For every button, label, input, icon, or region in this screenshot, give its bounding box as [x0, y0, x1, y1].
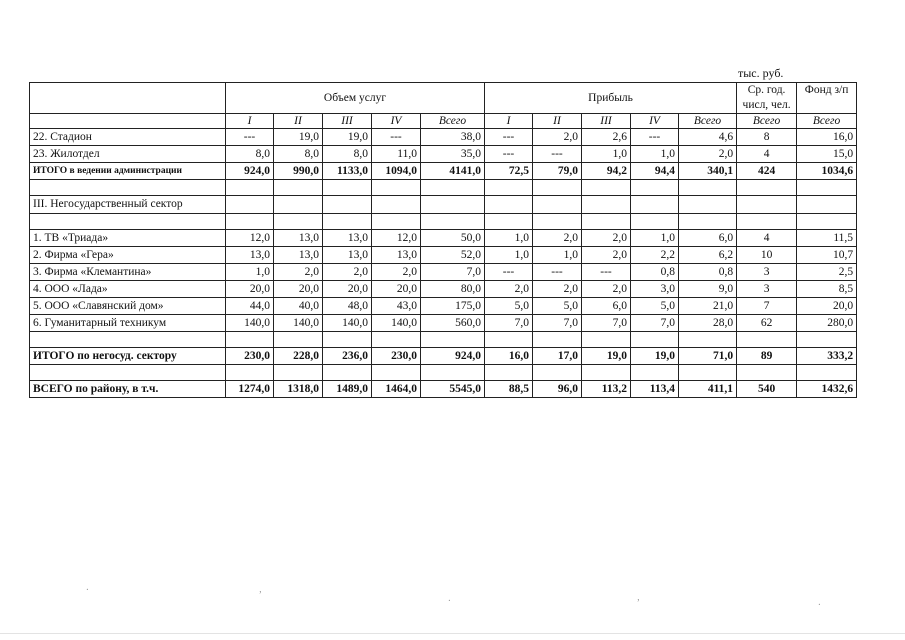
value-cell: 1464,0	[372, 381, 421, 398]
value-cell: 411,1	[679, 381, 737, 398]
row-label: 3. Фирма «Клемантина»	[30, 264, 226, 281]
value-cell: 10,7	[797, 247, 857, 264]
value-cell: 12,0	[372, 230, 421, 247]
value-cell: 6,0	[679, 230, 737, 247]
value-cell: 140,0	[372, 315, 421, 332]
scan-artifact: ʼ	[258, 590, 262, 601]
avg-staff-header: Ср. год. числ, чел.	[737, 83, 797, 114]
value-cell: 7,0	[631, 315, 679, 332]
value-cell: 5,0	[631, 298, 679, 315]
value-cell: 1,0	[226, 264, 274, 281]
profit-header: Прибыль	[485, 83, 737, 114]
value-cell: 16,0	[485, 348, 533, 365]
value-cell: 71,0	[679, 348, 737, 365]
value-cell: 50,0	[421, 230, 485, 247]
total-nongov-row	[30, 348, 857, 365]
value-cell: 79,0	[533, 163, 582, 180]
value-cell: 19,0	[323, 129, 372, 146]
value-cell: 96,0	[533, 381, 582, 398]
value-cell: 19,0	[582, 348, 631, 365]
value-cell: 230,0	[226, 348, 274, 365]
value-cell: 1318,0	[274, 381, 323, 398]
value-cell: 11,0	[372, 146, 421, 163]
value-cell: 560,0	[421, 315, 485, 332]
unit-label: тыс. руб.	[738, 66, 784, 80]
table-row	[30, 298, 857, 315]
value-cell: 20,0	[226, 281, 274, 298]
spacer-row	[30, 214, 857, 230]
value-cell: ---	[485, 129, 533, 146]
value-cell: 6,0	[582, 298, 631, 315]
spacer-row	[30, 180, 857, 196]
subheader-cell: II	[274, 114, 323, 129]
value-cell: 140,0	[274, 315, 323, 332]
empty-header-cell	[30, 83, 226, 114]
table-row	[30, 315, 857, 332]
spacer-row	[30, 365, 857, 381]
total-admin-row	[30, 163, 857, 180]
value-cell: 20,0	[797, 298, 857, 315]
value-cell: 2,0	[533, 129, 582, 146]
value-cell: 20,0	[323, 281, 372, 298]
value-cell: ---	[582, 264, 631, 281]
value-cell: 8,0	[226, 146, 274, 163]
subheader-cell: III	[323, 114, 372, 129]
value-cell: 19,0	[274, 129, 323, 146]
table-row	[30, 247, 857, 264]
row-label: 2. Фирма «Гера»	[30, 247, 226, 264]
section-row	[30, 196, 857, 214]
subheader-cell: III	[582, 114, 631, 129]
value-cell: 5,0	[533, 298, 582, 315]
row-label: 1. ТВ «Триада»	[30, 230, 226, 247]
value-cell: 3	[737, 281, 797, 298]
value-cell: 2,6	[582, 129, 631, 146]
spacer-row	[30, 332, 857, 348]
value-cell: 140,0	[226, 315, 274, 332]
section-title: III. Негосударственный сектор	[30, 196, 226, 214]
value-cell: 19,0	[631, 348, 679, 365]
value-cell: 12,0	[226, 230, 274, 247]
value-cell: 1,0	[582, 146, 631, 163]
value-cell: 424	[737, 163, 797, 180]
value-cell: 35,0	[421, 146, 485, 163]
value-cell: 5545,0	[421, 381, 485, 398]
scan-artifact: ·	[448, 596, 451, 607]
value-cell: 13,0	[372, 247, 421, 264]
value-cell: 8,0	[323, 146, 372, 163]
value-cell: 113,4	[631, 381, 679, 398]
value-cell: 7,0	[421, 264, 485, 281]
value-cell: 1133,0	[323, 163, 372, 180]
report-table	[29, 82, 857, 398]
scan-artifact: ·	[818, 600, 821, 611]
value-cell: ---	[533, 146, 582, 163]
value-cell: 62	[737, 315, 797, 332]
value-cell: 88,5	[485, 381, 533, 398]
value-cell: 924,0	[226, 163, 274, 180]
value-cell: 333,2	[797, 348, 857, 365]
value-cell: 80,0	[421, 281, 485, 298]
value-cell: 13,0	[323, 230, 372, 247]
subheader-cell: Всего	[797, 114, 857, 129]
value-cell: ---	[372, 129, 421, 146]
value-cell: 6,2	[679, 247, 737, 264]
row-label: 6. Гуманитарный техникум	[30, 315, 226, 332]
value-cell: 2,0	[533, 281, 582, 298]
value-cell: 340,1	[679, 163, 737, 180]
value-cell: 2,0	[582, 230, 631, 247]
value-cell: 4,6	[679, 129, 737, 146]
subheader-cell: Всего	[679, 114, 737, 129]
value-cell: ---	[485, 146, 533, 163]
subheader-cell: II	[533, 114, 582, 129]
subheader-cell: Всего	[421, 114, 485, 129]
value-cell: 1432,6	[797, 381, 857, 398]
value-cell: 5,0	[485, 298, 533, 315]
value-cell: 4	[737, 230, 797, 247]
value-cell: 2,0	[372, 264, 421, 281]
table-subheader-row	[30, 114, 857, 129]
value-cell: 10	[737, 247, 797, 264]
value-cell: 990,0	[274, 163, 323, 180]
row-label: ИТОГО в ведении администрации	[30, 163, 226, 180]
value-cell: 72,5	[485, 163, 533, 180]
subheader-cell	[30, 114, 226, 129]
value-cell: 1,0	[533, 247, 582, 264]
value-cell: 9,0	[679, 281, 737, 298]
value-cell: 1034,6	[797, 163, 857, 180]
table-row	[30, 129, 857, 146]
row-label: 22. Стадион	[30, 129, 226, 146]
table-header-row	[30, 83, 857, 114]
value-cell: 28,0	[679, 315, 737, 332]
value-cell: 0,8	[631, 264, 679, 281]
value-cell: 89	[737, 348, 797, 365]
value-cell: 2,0	[323, 264, 372, 281]
value-cell: ---	[485, 264, 533, 281]
value-cell: 3	[737, 264, 797, 281]
value-cell: 52,0	[421, 247, 485, 264]
value-cell: 230,0	[372, 348, 421, 365]
value-cell: 7,0	[582, 315, 631, 332]
value-cell: ---	[631, 129, 679, 146]
grand-total-row	[30, 381, 857, 398]
value-cell: 8,0	[274, 146, 323, 163]
row-label: 23. Жилотдел	[30, 146, 226, 163]
subheader-cell: I	[485, 114, 533, 129]
row-label: ВСЕГО по району, в т.ч.	[30, 381, 226, 398]
value-cell: 1,0	[631, 230, 679, 247]
table-row	[30, 146, 857, 163]
row-label: 5. ООО «Славянский дом»	[30, 298, 226, 315]
value-cell: 43,0	[372, 298, 421, 315]
value-cell: 540	[737, 381, 797, 398]
value-cell: 2,0	[582, 281, 631, 298]
value-cell: 228,0	[274, 348, 323, 365]
value-cell: ---	[533, 264, 582, 281]
value-cell: 17,0	[533, 348, 582, 365]
table-row	[30, 281, 857, 298]
value-cell: 20,0	[372, 281, 421, 298]
wage-fund-header: Фонд з/п	[797, 83, 857, 114]
value-cell: 11,5	[797, 230, 857, 247]
value-cell: ---	[226, 129, 274, 146]
value-cell: 4141,0	[421, 163, 485, 180]
table-row	[30, 264, 857, 281]
value-cell: 140,0	[323, 315, 372, 332]
value-cell: 113,2	[582, 381, 631, 398]
value-cell: 4	[737, 146, 797, 163]
volume-header: Объем услуг	[226, 83, 485, 114]
value-cell: 7,0	[485, 315, 533, 332]
value-cell: 2,5	[797, 264, 857, 281]
value-cell: 94,4	[631, 163, 679, 180]
value-cell: 8	[737, 129, 797, 146]
value-cell: 16,0	[797, 129, 857, 146]
subheader-cell: I	[226, 114, 274, 129]
value-cell: 13,0	[323, 247, 372, 264]
value-cell: 1274,0	[226, 381, 274, 398]
value-cell: 13,0	[274, 247, 323, 264]
value-cell: 236,0	[323, 348, 372, 365]
value-cell: 1,0	[485, 230, 533, 247]
value-cell: 3,0	[631, 281, 679, 298]
value-cell: 2,0	[679, 146, 737, 163]
value-cell: 1,0	[631, 146, 679, 163]
value-cell: 924,0	[421, 348, 485, 365]
value-cell: 21,0	[679, 298, 737, 315]
subheader-cell: IV	[372, 114, 421, 129]
value-cell: 44,0	[226, 298, 274, 315]
value-cell: 8,5	[797, 281, 857, 298]
value-cell: 15,0	[797, 146, 857, 163]
value-cell: 0,8	[679, 264, 737, 281]
value-cell: 1094,0	[372, 163, 421, 180]
row-label: ИТОГО по негосуд. сектору	[30, 348, 226, 365]
value-cell: 1489,0	[323, 381, 372, 398]
value-cell: 280,0	[797, 315, 857, 332]
value-cell: 175,0	[421, 298, 485, 315]
value-cell: 2,0	[533, 230, 582, 247]
value-cell: 38,0	[421, 129, 485, 146]
value-cell: 94,2	[582, 163, 631, 180]
subheader-cell: IV	[631, 114, 679, 129]
value-cell: 7	[737, 298, 797, 315]
value-cell: 2,2	[631, 247, 679, 264]
row-label: 4. ООО «Лада»	[30, 281, 226, 298]
value-cell: 2,0	[485, 281, 533, 298]
value-cell: 2,0	[582, 247, 631, 264]
subheader-cell: Всего	[737, 114, 797, 129]
table-row	[30, 230, 857, 247]
value-cell: 13,0	[226, 247, 274, 264]
value-cell: 7,0	[533, 315, 582, 332]
value-cell: 13,0	[274, 230, 323, 247]
value-cell: 1,0	[485, 247, 533, 264]
scan-artifact: ·	[86, 585, 89, 596]
value-cell: 2,0	[274, 264, 323, 281]
value-cell: 40,0	[274, 298, 323, 315]
scan-artifact: ʼ	[636, 598, 640, 609]
page-edge	[0, 633, 905, 634]
value-cell: 20,0	[274, 281, 323, 298]
value-cell: 48,0	[323, 298, 372, 315]
